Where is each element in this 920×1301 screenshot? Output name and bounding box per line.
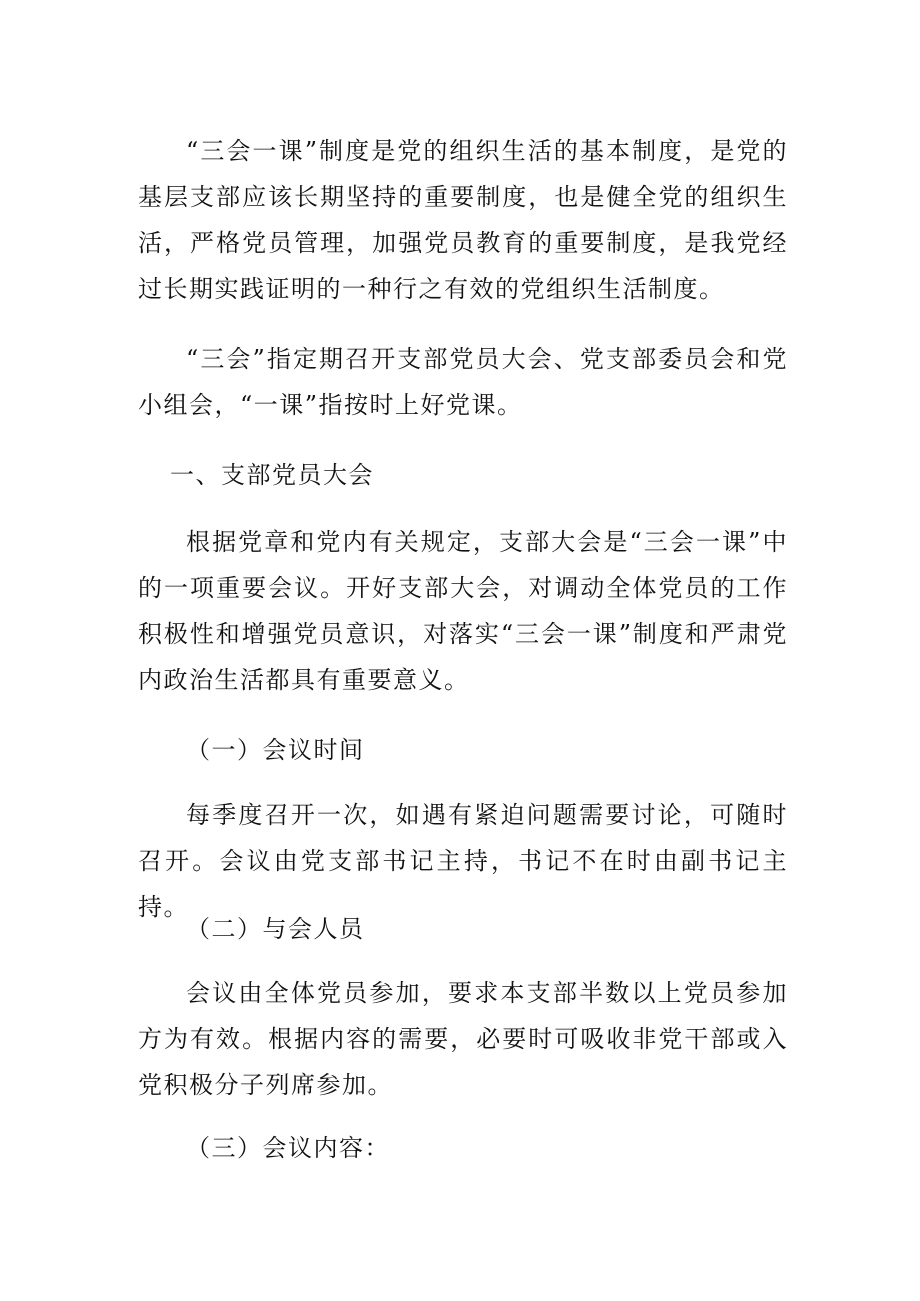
subheading-meeting-content: （三）会议内容：: [186, 1134, 390, 1162]
section-heading-branch-meeting: 一、支部党员大会: [170, 461, 374, 489]
paragraph-attendees: 会议由全体党员参加，要求本支部半数以上党员参加方为有效。根据内容的需要，必要时可吸收非党干部或入党积极分子列席参加。: [138, 979, 788, 1099]
paragraph-intro: “三会一课”制度是党的组织生活的基本制度，是党的基层支部应该长期坚持的重要制度，也是健全党的组织生活，严格党员管理，加强党员教育的重要制度，是我党经过长期实践证明的一种行之有效的党组织生活制度。: [138, 137, 788, 303]
paragraph-branch-meeting: 根据党章和党内有关规定，支部大会是“三会一课”中的一项重要会议。开好支部大会，对调动全体党员的工作积极性和增强党员意识，对落实“三会一课”制度和严肃党内政治生活都具有重要意义。: [138, 528, 788, 694]
paragraph-meeting-time: 每季度召开一次，如遇有紧迫问题需要讨论，可随时召开。会议由党支部书记主持，书记不在时由副书记主持。: [138, 801, 788, 921]
paragraph-definition: “三会”指定期召开支部党员大会、党支部委员会和党小组会，“一课”指按时上好党课。: [138, 345, 788, 419]
subheading-meeting-time: （一）会议时间: [186, 736, 365, 764]
subheading-attendees: （二）与会人员: [186, 915, 365, 943]
